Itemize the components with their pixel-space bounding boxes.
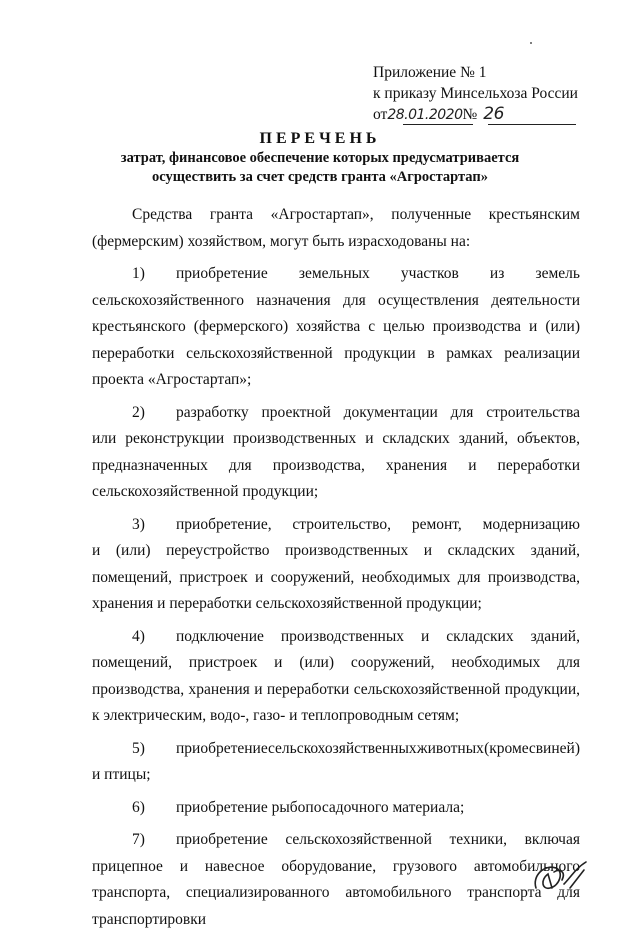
intro-first-line [132, 202, 580, 229]
list-item-text: помещений, пристроек и (или) сооружений, необходимых для производства, хранения и переработки сельскохозяйственной продукции, к электрическим, водо-, газо- и теплопроводным сетям; [92, 654, 580, 724]
list-item [92, 400, 580, 506]
list-item-word: строительства [486, 403, 580, 421]
list-item [92, 512, 580, 618]
order-number: 26 [483, 104, 504, 124]
list-item-word: приобретение [176, 831, 268, 848]
list-item-number: 5) [132, 739, 145, 757]
list-item-first-line [132, 736, 580, 763]
list-item-number: 7) [132, 831, 145, 848]
order-prefix: от [373, 106, 388, 123]
list-item-word: земель [535, 265, 580, 282]
list-item-number: 4) [132, 627, 145, 645]
number-underline [488, 124, 576, 125]
list-item-word: ремонт, [411, 515, 462, 533]
document-subtitle-line2: осуществить за счет средств гранта «Агростартап» [152, 169, 488, 185]
list-item-word: приобретение [176, 739, 268, 757]
intro-word: гранта [209, 206, 254, 223]
list-item-word: сельскохозяйственных [267, 739, 417, 757]
list-item-word: сельскохозяйственной [285, 831, 432, 848]
date-underline [403, 124, 473, 125]
document-title: ПЕРЕЧЕНЬ [259, 130, 381, 147]
intro-second-line: (фермерским) хозяйством, могут быть израсходованы на: [92, 232, 471, 250]
list-item-word: документации [343, 403, 438, 421]
list-item-word: приобретение рыбопосадочного материала; [176, 798, 465, 816]
list-item-word: участков [400, 265, 459, 282]
intro-paragraph [92, 202, 580, 255]
intro-word: крестьянским [488, 206, 580, 223]
list-item-word: (кроме [484, 739, 529, 757]
list-item-word: зданий, [530, 627, 580, 645]
list-item-number: 6) [132, 798, 145, 816]
intro-word: полученные [391, 206, 472, 223]
list-item-number: 1) [132, 265, 145, 282]
list-item-word: проектной [261, 403, 331, 421]
list-item-number: 2) [132, 403, 145, 421]
list-item-word: техники, [449, 831, 508, 848]
list-item-word: складских [446, 627, 514, 645]
list-item-word: подключение [176, 627, 264, 645]
scan-dot [530, 42, 532, 44]
document-body [92, 202, 580, 939]
list-item-text: и (или) переустройство производственных и складских зданий, помещений, пристроек и сооружений, необходимых для производства, хранения и переработки сельскохозяйственной продукции; [92, 542, 580, 612]
document-subtitle-line1: затрат, финансовое обеспечение которых предусматривается [120, 150, 520, 166]
list-item-word: разработку [176, 403, 249, 421]
list-item [92, 261, 580, 394]
list-item-text: прицепное и навесное оборудование, грузового автомобильного транспорта, специализированного автомобильного транспорта для транспортировки [92, 857, 580, 928]
intro-word: «Агростартап», [270, 206, 374, 223]
list-item-word: приобретение, [176, 515, 272, 533]
order-number-label: № [462, 106, 478, 123]
list-item-word: включая [524, 831, 580, 848]
signature-mark [530, 858, 590, 896]
appendix-number: Приложение № 1 [373, 64, 487, 81]
list-item [92, 624, 580, 730]
list-item-word: свиней) [528, 739, 580, 757]
list-item-word: модернизацию [482, 515, 580, 533]
list-item-first-line [132, 624, 580, 651]
order-date-line [373, 104, 603, 126]
list-item-word: животных [416, 739, 484, 757]
list-item-text: и птицы; [92, 766, 151, 783]
list-item-first-line [132, 512, 580, 539]
order-date: 28.01.2020 [387, 107, 463, 123]
intro-word: Средства [132, 206, 193, 223]
list-item-word: строительство, [292, 515, 392, 533]
appendix-order-reference: к приказу Минсельхоза России [373, 85, 578, 102]
list-item-word: из [489, 265, 505, 282]
list-item-word: производственных [280, 627, 404, 645]
list-item-word: приобретение [176, 265, 268, 282]
list-item-word: земельных [298, 265, 370, 282]
list-item-text: или реконструкции производственных и складских зданий, объектов, предназначенных для производства, хранения и переработки сельскохозяйственной продукции; [92, 430, 580, 500]
list-item-number: 3) [132, 515, 145, 533]
list-item [92, 827, 580, 933]
list-item-first-line [132, 795, 580, 822]
list-item-word: и [420, 627, 430, 645]
list-item [92, 736, 580, 789]
list-item-first-line [132, 827, 580, 854]
expense-list [92, 261, 580, 933]
appendix-block [373, 62, 603, 126]
list-item-text: сельскохозяйственного назначения для осуществления деятельности крестьянского (фермерского) хозяйства с целью производства и (или) переработки сельскохозяйственной продукции в рамках реализации проекта «Агростартап»; [92, 291, 580, 388]
list-item-first-line [132, 261, 580, 288]
list-item [92, 795, 580, 822]
list-item-word: для [450, 403, 474, 421]
list-item-first-line [132, 400, 580, 427]
